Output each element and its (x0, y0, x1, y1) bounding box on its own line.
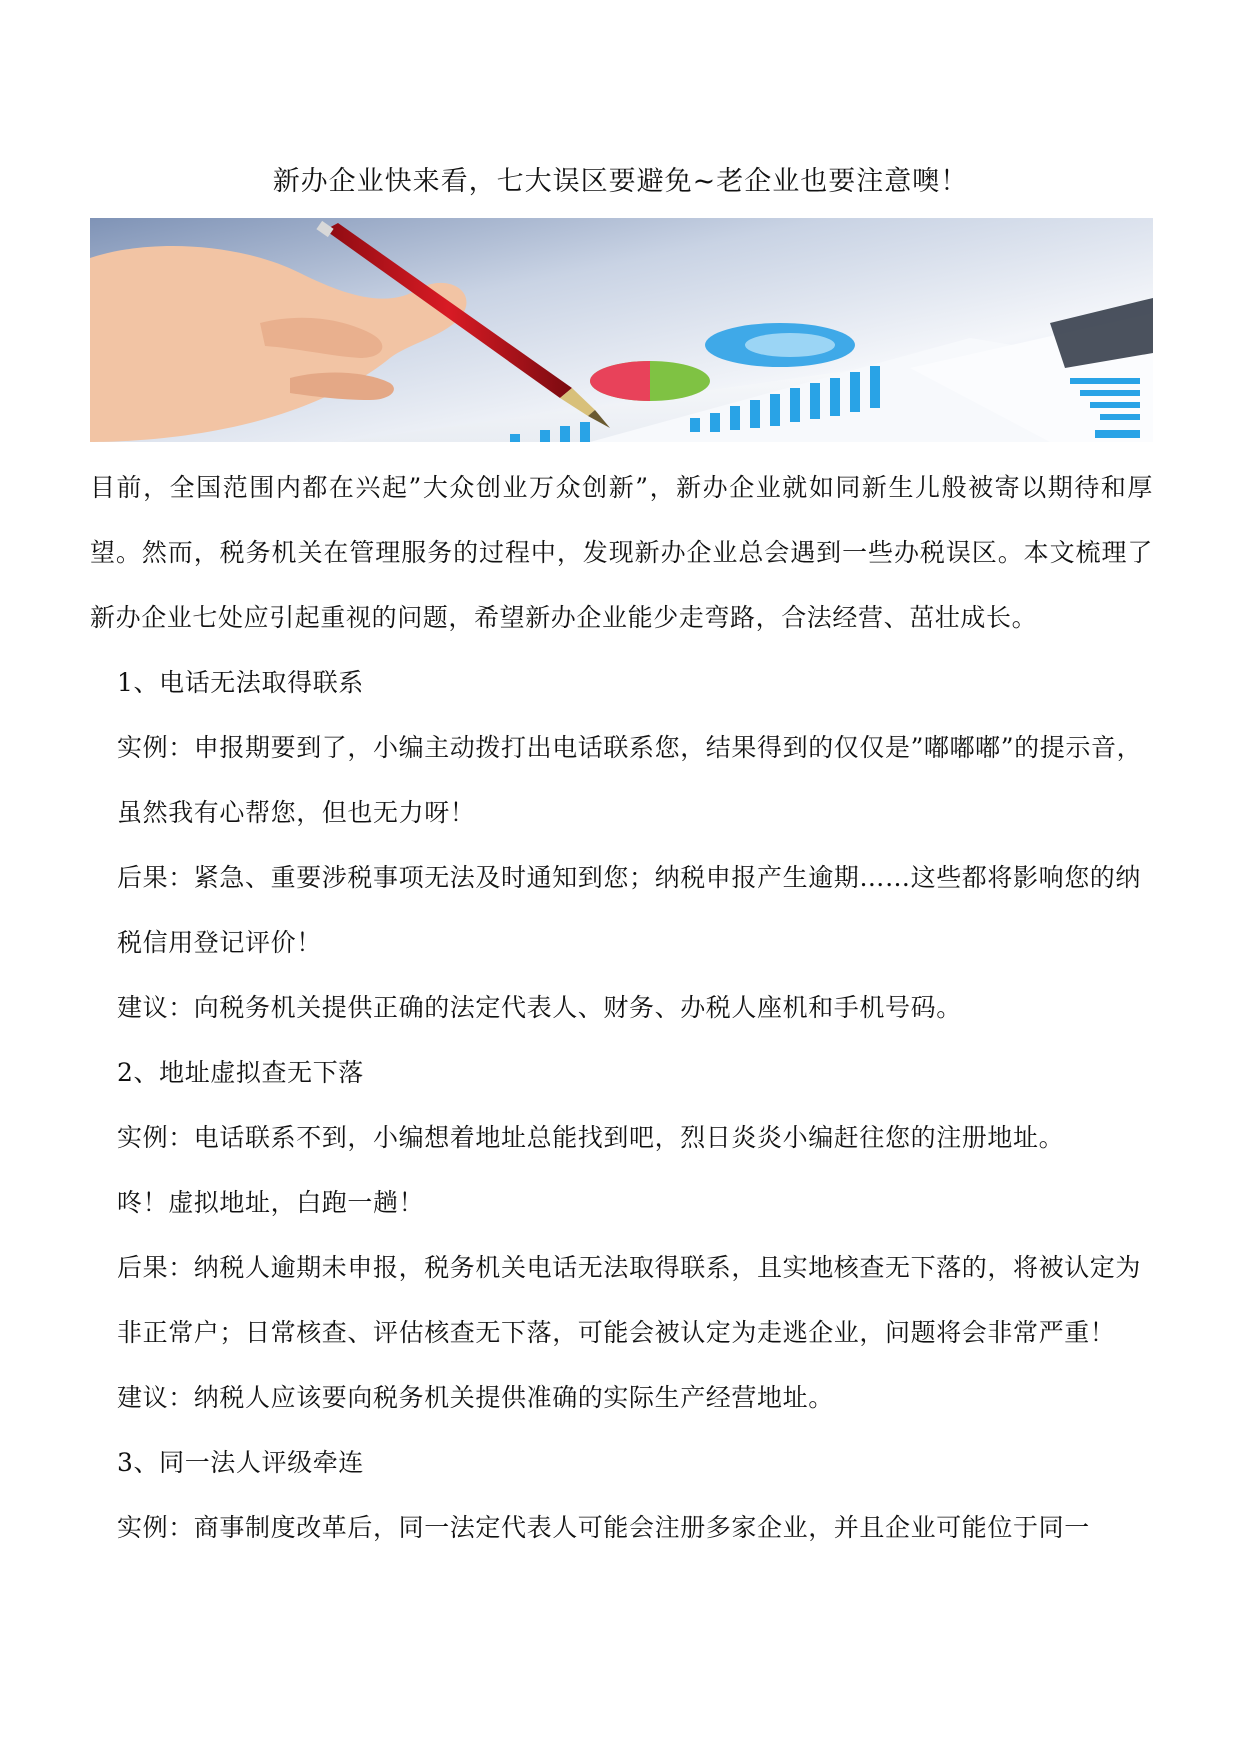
section-heading-1: 1、电话无法取得联系 (117, 668, 364, 697)
paragraph-suggestion-2: 建议：纳税人应该要向税务机关提供准确的实际生产经营地址。 (117, 1383, 834, 1412)
paragraph-intro: 目前，全国范围内都在兴起”大众创业万众创新”，新办企业就如同新生儿般被寄以期待和厚望。然而，税务机关在管理服务的过程中，发现新办企业总会遇到一些办税误区。本文梳理了新办企业七处应引起重视的问题，希望新办企业能少走弯路，合法经营、茁壮成长。 (90, 473, 1153, 632)
paragraph-example-1: 实例：申报期要到了，小编主动拨打出电话联系您，结果得到的仅仅是”嘟嘟嘟”的提示音，虽然我有心帮您，但也无力呀！ (117, 733, 1143, 827)
paragraph-exclamation-2: 咚！虚拟地址，白跑一趟！ (117, 1188, 425, 1217)
document-body (90, 455, 1153, 1560)
section-heading-3: 3、同一法人评级牵连 (117, 1448, 364, 1477)
paragraph-example-3: 实例：商事制度改革后，同一法定代表人可能会注册多家企业，并且企业可能位于同一 (117, 1513, 1090, 1542)
paragraph-consequence-1: 后果：紧急、重要涉税事项无法及时通知到您；纳税申报产生逾期……这些都将影响您的纳税信用登记评价！ (117, 863, 1142, 957)
document-title: 新办企业快来看，七大误区要避免~老企业也要注意噢！ (272, 166, 969, 197)
hand-pen-chart-photo-icon (90, 218, 1153, 442)
paragraph-consequence-2: 后果：纳税人逾期未申报，税务机关电话无法取得联系，且实地核查无下落的，将被认定为非正常户；日常核查、评估核查无下落，可能会被认定为走逃企业，问题将会非常严重！ (117, 1253, 1142, 1347)
section-heading-2: 2、地址虚拟查无下落 (117, 1058, 364, 1087)
paragraph-suggestion-1: 建议：向税务机关提供正确的法定代表人、财务、办税人座机和手机号码。 (117, 993, 962, 1022)
banner-image (90, 218, 1153, 442)
paragraph-example-2: 实例：电话联系不到，小编想着地址总能找到吧，烈日炎炎小编赶往您的注册地址。 (117, 1123, 1065, 1152)
